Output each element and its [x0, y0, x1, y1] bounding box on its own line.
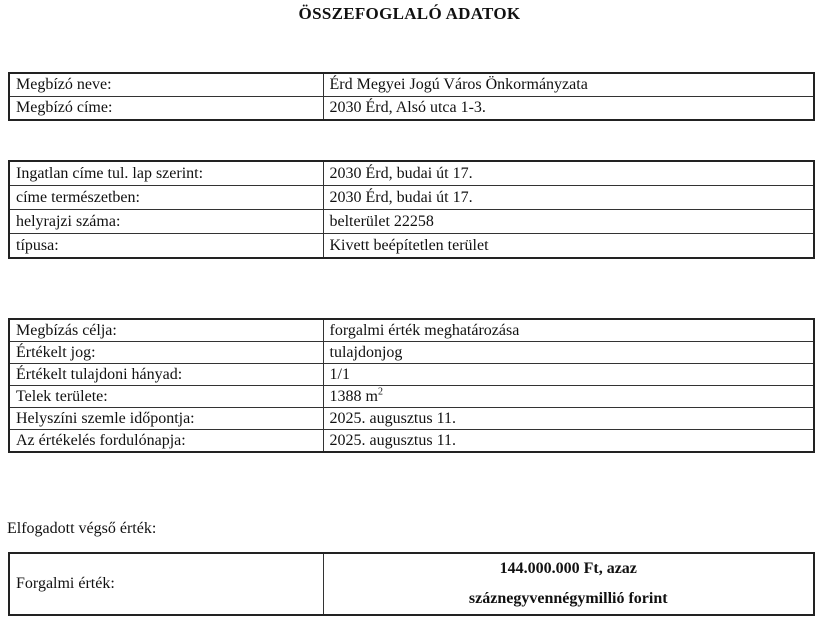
- property-type-value: Kivett beépítetlen terület: [323, 234, 814, 259]
- market-value-amount: 144.000.000 Ft, azaz: [499, 560, 637, 577]
- parcel-number-label: helyrajzi száma:: [9, 210, 323, 234]
- table-row: [9, 430, 814, 453]
- assignment-table: [8, 318, 815, 453]
- valuation-date-value: 2025. augusztus 11.: [323, 430, 814, 453]
- table-row: [9, 386, 814, 408]
- market-value-in-words: száznegyvennégymillió forint: [468, 590, 668, 607]
- table-row: [9, 73, 814, 97]
- property-type-label: típusa:: [9, 234, 323, 259]
- property-address-actual-label: címe természetben:: [9, 186, 323, 210]
- client-name-label: Megbízó neve:: [9, 73, 323, 97]
- accepted-value-heading: Elfogadott végső érték:: [7, 520, 157, 537]
- client-address-label: Megbízó címe:: [9, 97, 323, 121]
- table-row: [9, 364, 814, 386]
- table-row: [9, 161, 814, 186]
- table-row: [9, 97, 814, 121]
- property-address-actual-value: 2030 Érd, budai út 17.: [323, 186, 814, 210]
- inspection-date-value: 2025. augusztus 11.: [323, 408, 814, 430]
- table-row: [9, 408, 814, 430]
- table-row: [9, 342, 814, 364]
- client-name-value: Érd Megyei Jogú Város Önkormányzata: [323, 73, 814, 97]
- property-address-deed-value: 2030 Érd, budai út 17.: [323, 161, 814, 186]
- table-row: [9, 553, 814, 615]
- purpose-label: Megbízás célja:: [9, 319, 323, 342]
- purpose-value: forgalmi érték meghatározása: [323, 319, 814, 342]
- table-row: [9, 319, 814, 342]
- client-address-value: 2030 Érd, Alsó utca 1-3.: [323, 97, 814, 121]
- table-row: [9, 234, 814, 259]
- table-row: [9, 210, 814, 234]
- market-value: [323, 553, 814, 615]
- final-value-table: [8, 552, 815, 616]
- market-value-label: Forgalmi érték:: [9, 553, 323, 615]
- plot-area-label: Telek területe:: [9, 386, 323, 408]
- valuation-date-label: Az értékelés fordulónapja:: [9, 430, 323, 453]
- property-table: [8, 160, 815, 259]
- plot-area-unit-exponent: 2: [377, 386, 383, 398]
- valued-right-label: Értékelt jog:: [9, 342, 323, 364]
- property-address-deed-label: Ingatlan címe tul. lap szerint:: [9, 161, 323, 186]
- valued-right-value: tulajdonjog: [323, 342, 814, 364]
- parcel-number-value: belterület 22258: [323, 210, 814, 234]
- ownership-share-value: 1/1: [323, 364, 814, 386]
- page-title: ÖSSZEFOGLALÓ ADATOK: [298, 4, 521, 23]
- plot-area-value: [323, 386, 814, 408]
- table-row: [9, 186, 814, 210]
- ownership-share-label: Értékelt tulajdoni hányad:: [9, 364, 323, 386]
- plot-area-number: 1388 m: [329, 387, 378, 405]
- inspection-date-label: Helyszíni szemle időpontja:: [9, 408, 323, 430]
- client-table: [8, 72, 815, 121]
